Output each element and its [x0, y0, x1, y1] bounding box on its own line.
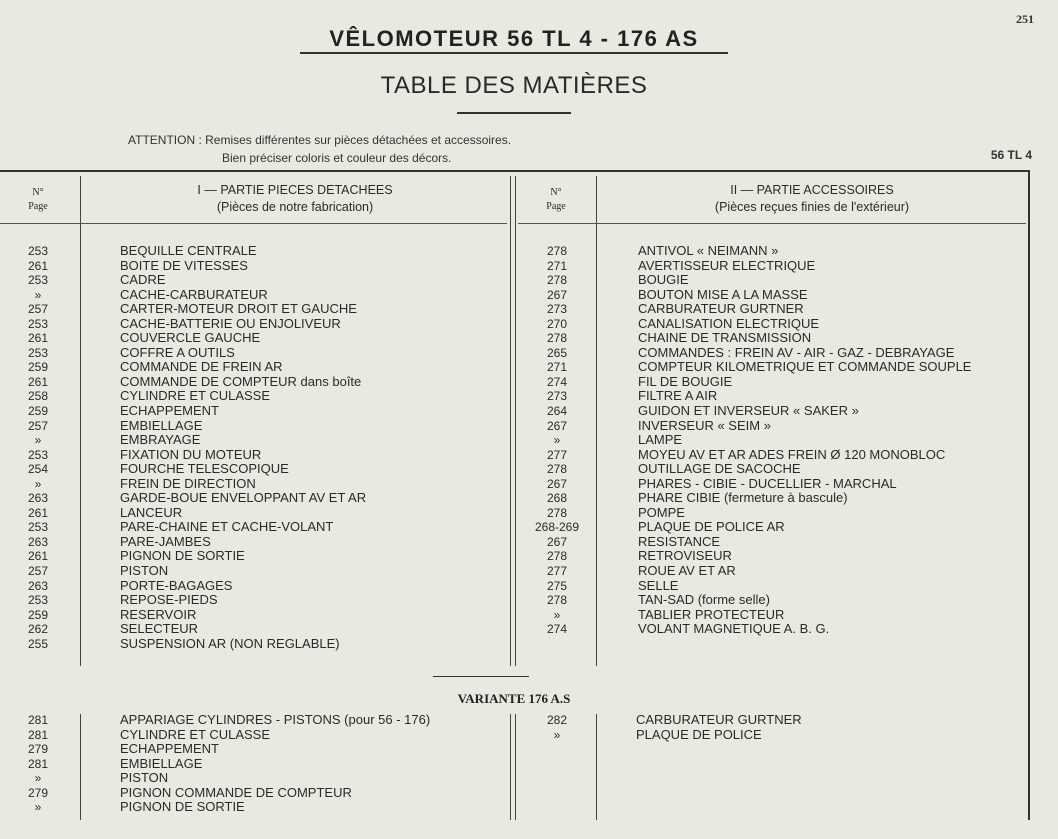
accessory-item-label: TAN-SAD (forme selle): [638, 592, 770, 608]
accessory-item-page-number: 278: [546, 549, 568, 564]
document-subtitle: TABLE DES MATIÈRES: [380, 72, 648, 99]
accessory-item-page-number: 278: [546, 273, 568, 288]
accessory-item-label: ANTIVOL « NEIMANN »: [638, 243, 779, 258]
accessory-item-page-number: 274: [546, 374, 568, 389]
accessory-item-page-number: 278: [546, 244, 568, 258]
accessory-item-label: BOUGIE: [638, 272, 689, 288]
right-page-header-sub: Page: [546, 201, 566, 212]
accessory-item-page-number: 271: [546, 360, 568, 375]
left-page-numbers: [10, 244, 66, 651]
part-item-label: CACHE-CARBURATEUR: [120, 286, 268, 302]
right-section-title: II — PARTIE ACCESSOIRES: [730, 183, 894, 197]
left-section-header: [84, 182, 506, 216]
accessory-item-label: GUIDON ET INVERSEUR « SAKER »: [638, 403, 859, 419]
accessory-item-page-number: 278: [546, 505, 568, 520]
variant-part-item-page-number: 279: [27, 785, 49, 800]
accessory-item-label: COMMANDES : FREIN AV - AIR - GAZ - DEBRAYAGE: [638, 344, 955, 360]
left-header-rule: [0, 223, 507, 224]
part-item-page-number: 261: [27, 505, 49, 520]
accessory-item-page-number: 267: [546, 476, 568, 491]
part-item-page-number: 255: [27, 636, 49, 651]
accessory-item-label: INVERSEUR « SEIM »: [638, 417, 771, 433]
part-item-label: COFFRE A OUTILS: [120, 344, 235, 360]
accessory-item-page-number: 277: [546, 564, 568, 579]
part-item-page-number: »: [34, 433, 42, 448]
accessory-item-page-number: 278: [546, 462, 568, 477]
accessory-item-label: PHARE CIBIE (fermeture à bascule): [638, 490, 848, 506]
right-item-labels: [638, 244, 1023, 637]
accessory-item-page-number: 264: [546, 404, 568, 419]
part-item-page-number: 262: [27, 622, 49, 637]
accessory-item-label: MOYEU AV ET AR ADES FREIN Ø 120 MONOBLOC: [638, 446, 946, 462]
variant-center-divider-1: [510, 714, 511, 820]
variant-part-item-label: ECHAPPEMENT: [120, 741, 219, 757]
accessory-item-label: POMPE: [638, 504, 685, 520]
left-item-labels: [120, 244, 505, 651]
left-section-title: I — PARTIE PIECES DETACHEES: [197, 183, 393, 197]
accessory-item-label: CARBURATEUR GURTNER: [638, 301, 804, 317]
part-item-label: PISTON: [120, 563, 169, 579]
part-item-page-number: 261: [27, 374, 49, 389]
part-item-label: BOITE DE VITESSES: [120, 257, 248, 273]
part-item-label: FIXATION DU MOTEUR: [120, 446, 262, 462]
part-item-page-number: »: [34, 287, 42, 302]
accessory-item-label: FIL DE BOUGIE: [638, 373, 733, 389]
accessory-item-page-number: 267: [546, 418, 568, 433]
accessory-item-page-number: 278: [546, 331, 568, 346]
part-item-page-number: 254: [27, 462, 49, 477]
left-page-header-label: N°: [32, 187, 44, 198]
accessory-item-page-number: 268-269: [534, 520, 580, 535]
accessory-item-label: CANALISATION ELECTRIQUE: [638, 315, 820, 331]
accessory-item-label: LAMPE: [638, 432, 683, 448]
accessory-item-page-number: 268: [546, 491, 568, 506]
accessory-item-label: BOUTON MISE A LA MASSE: [638, 286, 808, 302]
accessory-item-label: CHAINE DE TRANSMISSION: [638, 330, 812, 346]
accessory-item-page-number: »: [553, 607, 561, 622]
part-item-page-number: 253: [27, 273, 49, 288]
accessory-item-page-number: 273: [546, 302, 568, 317]
part-item-page-number: 253: [27, 316, 49, 331]
accessory-item-page-number: 278: [546, 593, 568, 608]
variant-part-item-label: APPARIAGE CYLINDRES - PISTONS (pour 56 - 176): [120, 712, 431, 727]
part-item-label: BEQUILLE CENTRALE: [120, 243, 257, 258]
variant-accessory-item-page-number: 282: [546, 713, 568, 727]
part-item-page-number: 261: [27, 549, 49, 564]
part-item-label: FOURCHE TELESCOPIQUE: [120, 461, 289, 477]
variant-part-item-label: PISTON: [120, 770, 169, 786]
variant-right-page-divider: [596, 714, 597, 820]
center-divider-2: [515, 176, 516, 666]
left-section-subtitle: (Pièces de notre fabrication): [216, 200, 374, 214]
variant-heading: VARIANTE 176 A.S: [457, 691, 571, 706]
part-item-label: PARE-CHAINE ET CACHE-VOLANT: [120, 519, 334, 535]
variant-part-item-page-number: 281: [27, 713, 49, 727]
part-item-label: SELECTEUR: [120, 621, 199, 637]
right-section-header: [600, 182, 1024, 216]
accessory-item-page-number: 274: [546, 622, 568, 637]
accessory-item-label: RETROVISEUR: [638, 548, 732, 564]
accessory-item-page-number: 273: [546, 389, 568, 404]
part-item-label: EMBIELLAGE: [120, 417, 203, 433]
accessory-item-page-number: 275: [546, 578, 568, 593]
accessory-item-label: COMPTEUR KILOMETRIQUE ET COMMANDE SOUPLE: [638, 359, 972, 375]
variant-separator: [433, 676, 529, 677]
part-item-page-number: 261: [27, 258, 49, 273]
page-code: 56 TL 4: [990, 148, 1032, 162]
variant-part-item-page-number: 281: [27, 756, 49, 771]
part-item-label: COMMANDE DE FREIN AR: [120, 359, 283, 375]
part-item-label: CARTER-MOTEUR DROIT ET GAUCHE: [120, 301, 357, 317]
part-item-label: CADRE: [120, 272, 166, 288]
variant-left-page-divider: [80, 714, 81, 820]
variant-part-item-page-number: 279: [27, 742, 49, 757]
center-divider-1: [510, 176, 511, 666]
part-item-page-number: 263: [27, 578, 49, 593]
part-item-label: ECHAPPEMENT: [120, 403, 219, 419]
part-item-label: PARE-JAMBES: [120, 533, 211, 549]
part-item-page-number: 259: [27, 607, 49, 622]
attention-note-line-2: Bien préciser coloris et couleur des décors.: [222, 151, 452, 165]
title-underline: [300, 52, 728, 54]
part-item-page-number: 253: [27, 244, 49, 258]
variant-center-divider-2: [515, 714, 516, 820]
part-item-label: RESERVOIR: [120, 606, 197, 622]
right-page-header: [518, 186, 594, 214]
attention-note-line-1: ATTENTION : Remises différentes sur pièces détachées et accessoires.: [128, 133, 512, 147]
right-page-numbers: [520, 244, 594, 637]
part-item-label: COUVERCLE GAUCHE: [120, 330, 261, 346]
part-item-label: FREIN DE DIRECTION: [120, 475, 256, 491]
variant-part-item-label: PIGNON COMMANDE DE COMPTEUR: [120, 784, 352, 800]
accessory-item-page-number: 270: [546, 316, 568, 331]
variant-part-item-page-number: »: [34, 771, 42, 786]
variant-left-page-numbers: [10, 713, 66, 815]
part-item-page-number: 257: [27, 302, 49, 317]
accessory-item-label: ROUE AV ET AR: [638, 563, 736, 579]
part-item-label: GARDE-BOUE ENVELOPPANT AV ET AR: [120, 490, 367, 506]
right-section-subtitle: (Pièces reçues finies de l'extérieur): [714, 200, 910, 214]
accessory-item-label: VOLANT MAGNETIQUE A. B. G.: [638, 621, 830, 637]
accessory-item-label: PHARES - CIBIE - DUCELLIER - MARCHAL: [638, 475, 897, 491]
variant-part-item-page-number: 281: [27, 727, 49, 742]
part-item-page-number: 263: [27, 534, 49, 549]
part-item-label: CYLINDRE ET CULASSE: [120, 388, 271, 404]
accessory-item-label: TABLIER PROTECTEUR: [638, 606, 785, 622]
accessory-item-label: RESISTANCE: [638, 533, 721, 549]
part-item-label: PORTE-BAGAGES: [120, 577, 233, 593]
part-item-page-number: 253: [27, 447, 49, 462]
page-number: 251: [1016, 12, 1034, 26]
accessory-item-label: PLAQUE DE POLICE AR: [638, 519, 785, 535]
accessory-item-page-number: 267: [546, 534, 568, 549]
part-item-page-number: 253: [27, 345, 49, 360]
right-page-header-label: N°: [550, 187, 562, 198]
variant-part-item-label: PIGNON DE SORTIE: [120, 799, 245, 815]
variant-right-item-labels: [636, 713, 1021, 742]
part-item-page-number: »: [34, 476, 42, 491]
variant-part-item-label: CYLINDRE ET CULASSE: [120, 726, 271, 742]
part-item-page-number: 259: [27, 360, 49, 375]
part-item-page-number: 258: [27, 389, 49, 404]
part-item-page-number: 259: [27, 404, 49, 419]
variant-right-page-numbers: [520, 713, 594, 742]
part-item-label: PIGNON DE SORTIE: [120, 548, 245, 564]
left-page-column-divider: [80, 176, 81, 666]
variant-accessory-item-label: PLAQUE DE POLICE: [636, 726, 762, 742]
accessory-item-label: SELLE: [638, 577, 679, 593]
subtitle-underline: [457, 112, 571, 114]
document-title: VÊLOMOTEUR 56 TL 4 - 176 AS: [329, 26, 699, 51]
part-item-page-number: 253: [27, 593, 49, 608]
accessory-item-page-number: 267: [546, 287, 568, 302]
variant-part-item-page-number: »: [34, 800, 42, 815]
part-item-label: LANCEUR: [120, 504, 183, 520]
part-item-label: REPOSE-PIEDS: [120, 592, 218, 608]
part-item-label: SUSPENSION AR (NON REGLABLE): [120, 635, 340, 651]
right-header-rule: [518, 223, 1026, 224]
variant-left-item-labels: [120, 713, 505, 815]
part-item-page-number: 263: [27, 491, 49, 506]
part-item-label: EMBRAYAGE: [120, 432, 201, 448]
part-item-page-number: 257: [27, 564, 49, 579]
table-right-border: [1028, 170, 1030, 820]
part-item-page-number: 253: [27, 520, 49, 535]
left-page-header-sub: Page: [28, 201, 48, 212]
accessory-item-page-number: 277: [546, 447, 568, 462]
accessory-item-label: AVERTISSEUR ELECTRIQUE: [638, 257, 816, 273]
accessory-item-page-number: »: [553, 433, 561, 448]
variant-part-item-label: EMBIELLAGE: [120, 755, 203, 771]
accessory-item-label: FILTRE A AIR: [638, 388, 718, 404]
part-item-page-number: 257: [27, 418, 49, 433]
variant-accessory-item-page-number: »: [553, 727, 561, 742]
table-top-border: [0, 170, 1030, 172]
accessory-item-page-number: 265: [546, 345, 568, 360]
part-item-label: CACHE-BATTERIE OU ENJOLIVEUR: [120, 315, 341, 331]
variant-accessory-item-label: CARBURATEUR GURTNER: [636, 712, 802, 727]
part-item-label: COMMANDE DE COMPTEUR dans boîte: [120, 373, 362, 389]
accessory-item-page-number: 271: [546, 258, 568, 273]
right-page-column-divider: [596, 176, 597, 666]
left-page-header: [0, 186, 76, 214]
accessory-item-label: OUTILLAGE DE SACOCHE: [638, 461, 801, 477]
part-item-page-number: 261: [27, 331, 49, 346]
